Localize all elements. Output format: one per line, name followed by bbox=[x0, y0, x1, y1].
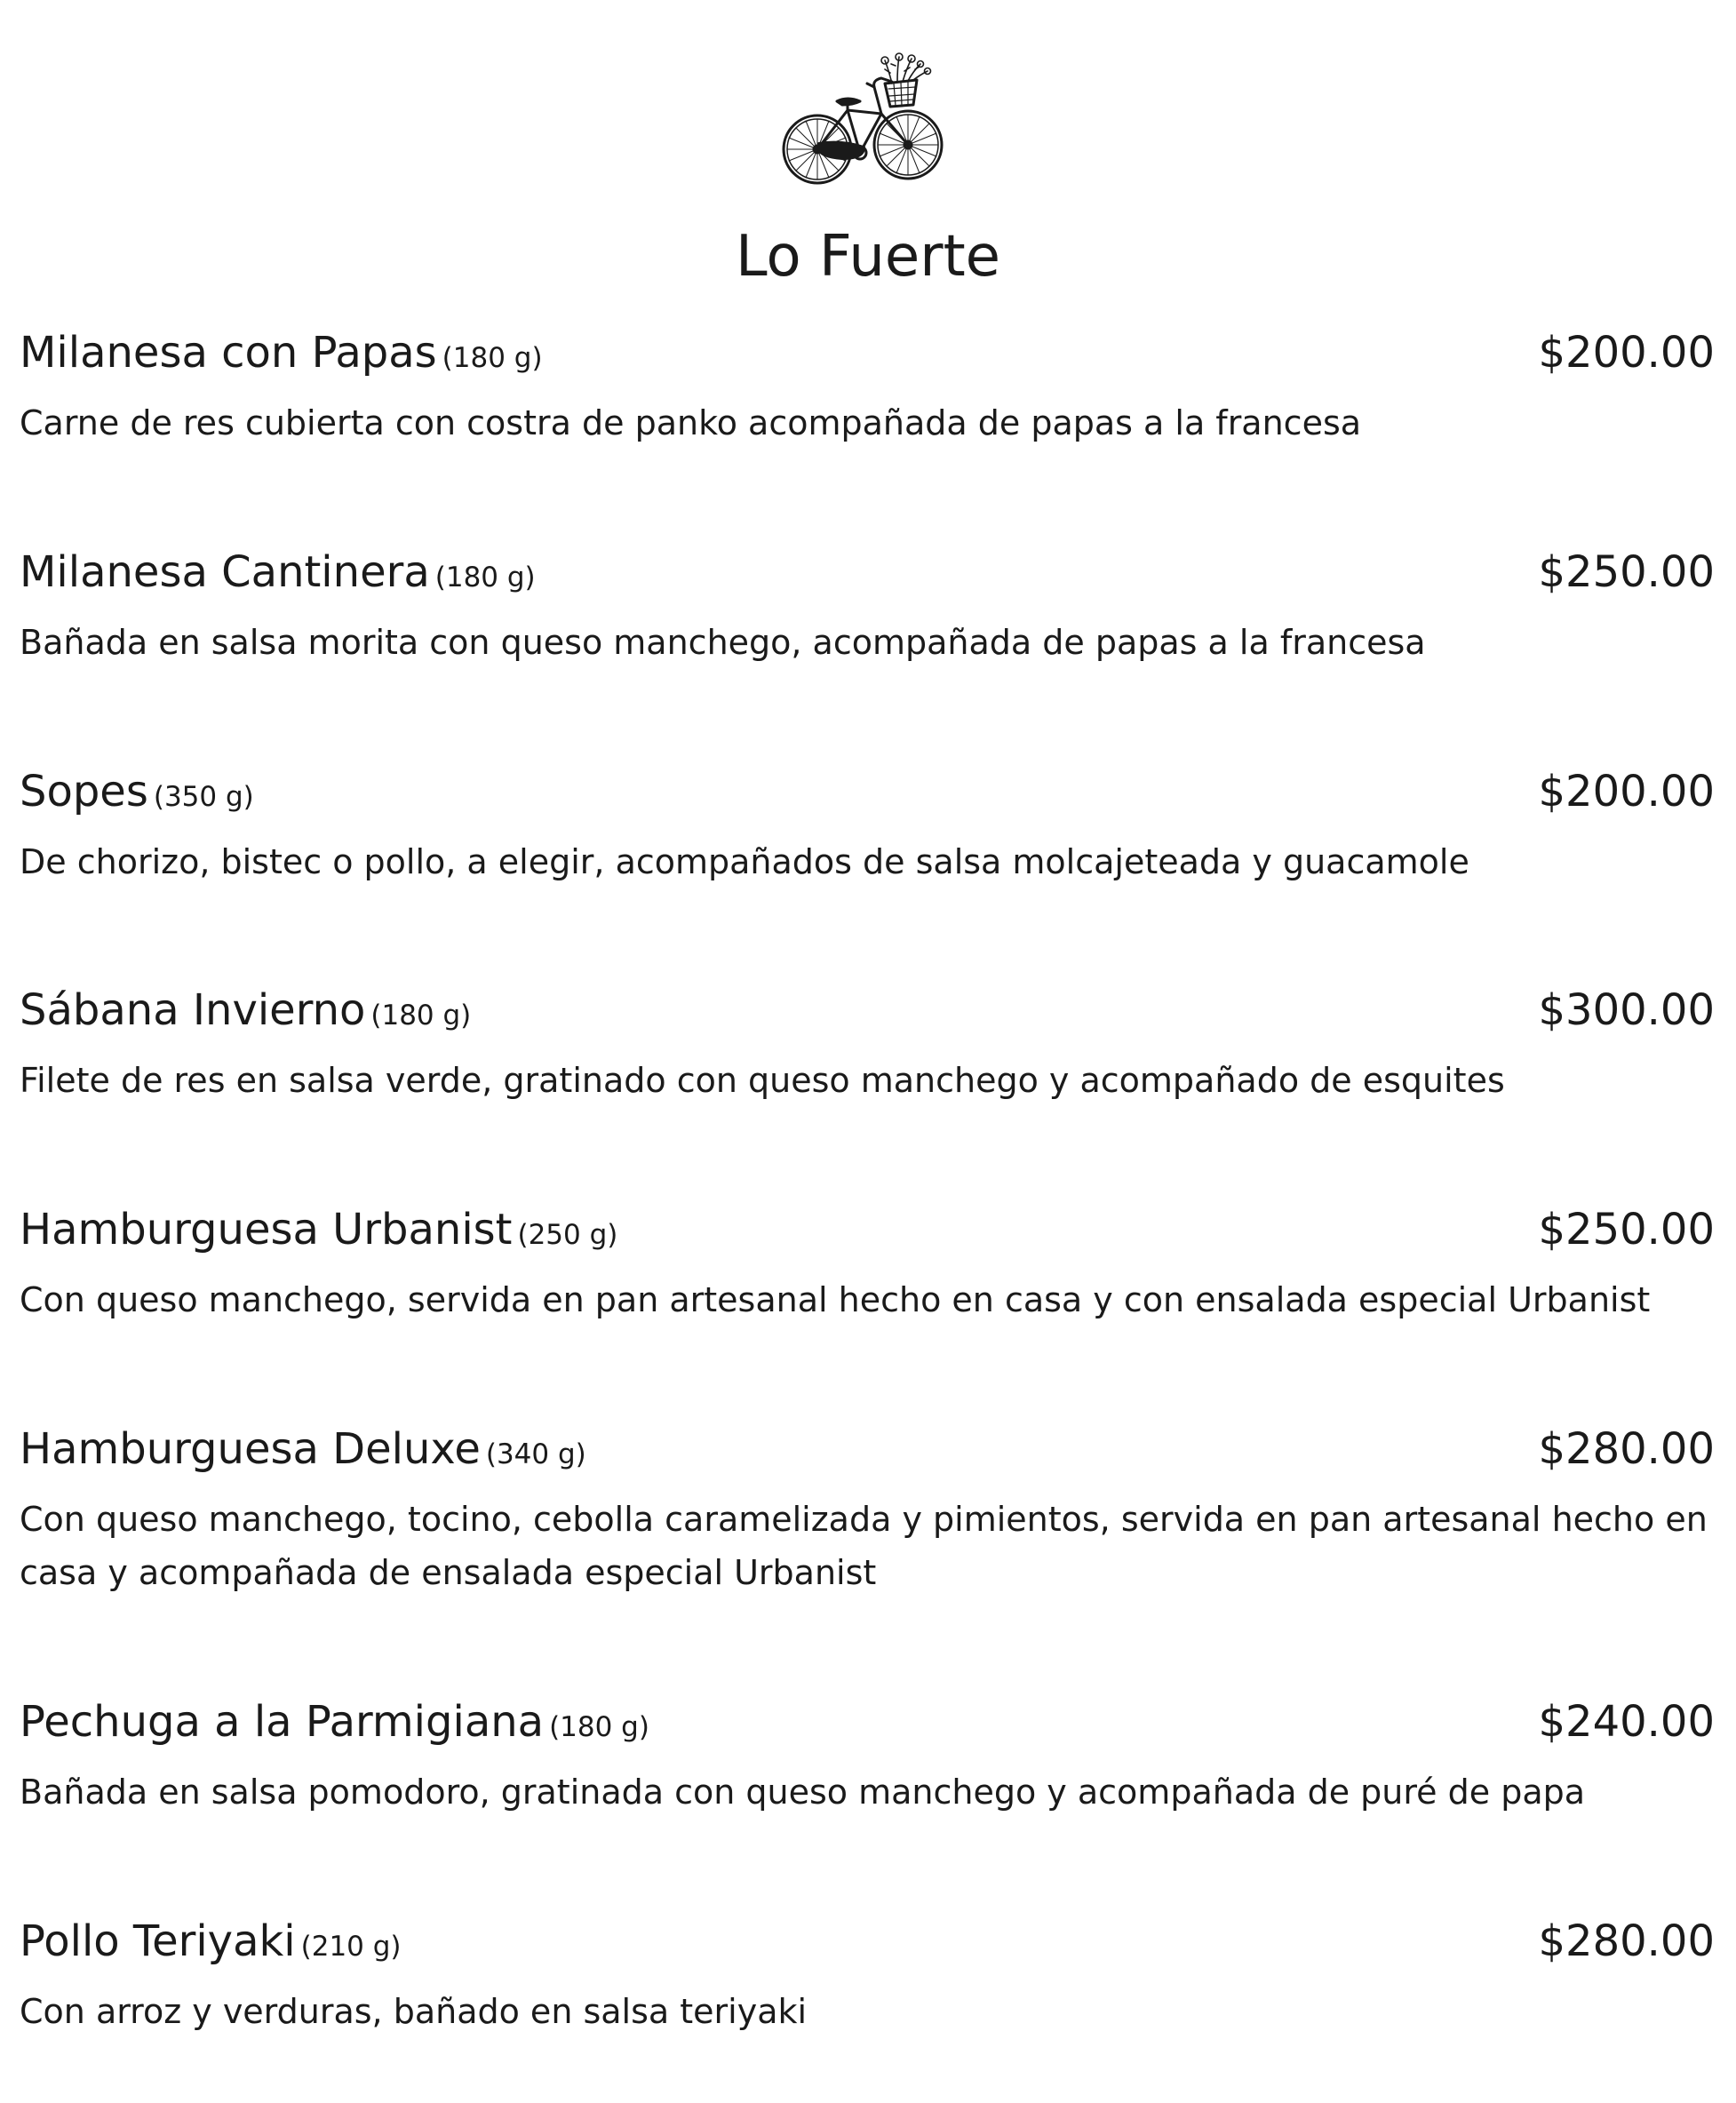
item-description: Con queso manchego, tocino, cebolla caramelizada y pimientos, servida en pan artesanal hecho en casa y acompañada de ensalada especial Urbanist bbox=[20, 1500, 1708, 1592]
item-price: $280.00 bbox=[1538, 1916, 1715, 1966]
item-price: $200.00 bbox=[1538, 328, 1715, 378]
item-description: Con arroz y verduras, bañado en salsa teriyaki bbox=[20, 1992, 808, 2031]
item-name: Milanesa Cantinera bbox=[20, 547, 430, 597]
item-description: Filete de res en salsa verde, gratinado con queso manchego y acompañado de esquites bbox=[20, 1061, 1505, 1100]
item-description: Bañada en salsa morita con queso manchego, acompañada de papas a la francesa bbox=[20, 623, 1426, 662]
item-price: $200.00 bbox=[1538, 767, 1715, 817]
item-price: $250.00 bbox=[1538, 1205, 1715, 1255]
item-weight: (180 g) bbox=[370, 1000, 472, 1032]
item-description: Bañada en salsa pomodoro, gratinada con queso manchego y acompañada de puré de papa bbox=[20, 1772, 1586, 1812]
menu-item bbox=[20, 1199, 1715, 1319]
item-weight: (340 g) bbox=[485, 1438, 586, 1470]
item-name: Hamburguesa Deluxe bbox=[20, 1424, 481, 1474]
item-description: De chorizo, bistec o pollo, a elegir, acompañados de salsa molcajeteada y guacamole bbox=[20, 842, 1469, 881]
menu-item bbox=[20, 322, 1715, 442]
menu-item bbox=[20, 541, 1715, 662]
item-weight: (180 g) bbox=[549, 1711, 649, 1743]
menu-item bbox=[20, 979, 1715, 1100]
item-name: Sopes bbox=[20, 767, 148, 817]
item-weight: (350 g) bbox=[153, 781, 254, 813]
item-weight: (180 g) bbox=[434, 562, 536, 593]
item-price: $240.00 bbox=[1538, 1697, 1715, 1747]
menu-item bbox=[20, 1418, 1715, 1592]
item-weight: (250 g) bbox=[517, 1219, 618, 1251]
item-weight: (180 g) bbox=[442, 342, 543, 374]
menu-item bbox=[20, 1691, 1715, 1812]
item-name: Hamburguesa Urbanist bbox=[20, 1205, 513, 1255]
item-name: Pechuga a la Parmigiana bbox=[20, 1697, 545, 1747]
item-name: Sábana Invierno bbox=[20, 985, 366, 1035]
item-name: Milanesa con Papas bbox=[20, 328, 437, 378]
item-name: Pollo Teriyaki bbox=[20, 1916, 296, 1966]
item-weight: (210 g) bbox=[300, 1931, 402, 1963]
section-title: Lo Fuerte bbox=[735, 224, 1001, 290]
item-price: $250.00 bbox=[1538, 547, 1715, 597]
menu-item bbox=[20, 761, 1715, 881]
item-description: Carne de res cubierta con costra de panko acompañada de papas a la francesa bbox=[20, 403, 1362, 442]
item-price: $280.00 bbox=[1538, 1424, 1715, 1474]
menu-item bbox=[20, 1910, 1715, 2031]
item-description: Con queso manchego, servida en pan artesanal hecho en casa y con ensalada especial Urbanist bbox=[20, 1280, 1651, 1319]
item-price: $300.00 bbox=[1538, 985, 1715, 1035]
